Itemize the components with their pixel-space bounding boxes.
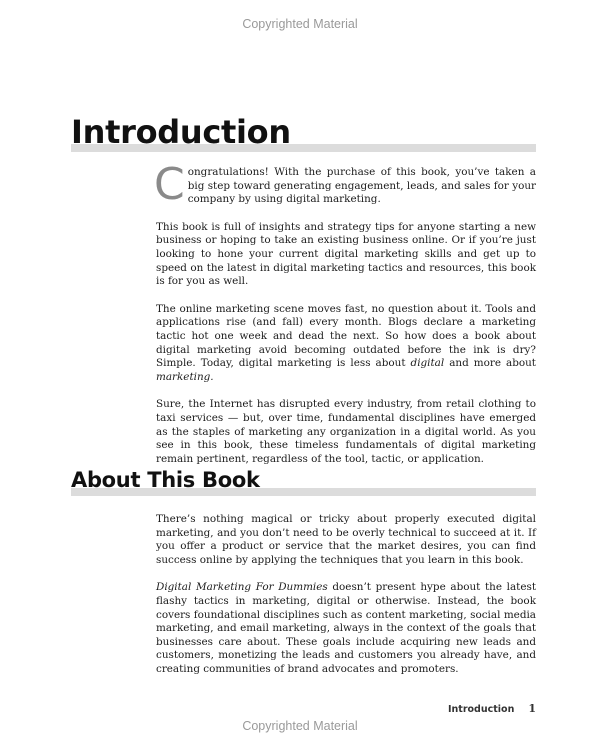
watermark-bottom: Copyrighted Material [242,719,358,733]
paragraph-insights: This book is full of insights and strategy tips for anyone starting a new business or hoping to take an existing business online. Or if you’re just looking to hone your current digital marketing skills and get up to speed on the latest in digital marketing tactics and resources, this book is for you as well. [156,220,536,288]
chapter-heading [71,112,536,154]
section-title: About This Book [71,468,260,492]
paragraph-nothing-magical: There’s nothing magical or tricky about properly executed digital marketing, and you don’t need to be overly technical to succeed at it. If you offer a product or service that the market desires, you can find success online by applying the techniques that you learn in this book. [156,513,536,566]
emphasis-digital: digital [410,357,445,370]
paragraph-text: doesn’t present hype about the latest flashy tactics in marketing, digital or otherwise. Instead, the book covers foundational disciplines such as content marketing, social media marketing, and email marketing, always in the context of the goals that businesses care about. These goals include acquiring new leads and customers, monetizing the leads and customers you already have, and creating communities of brand advocates and promoters. [156,581,536,675]
paragraph-book-scope [156,581,536,676]
introduction-body [154,159,536,480]
paragraph-congratulations [154,159,536,210]
book-title: Digital Marketing For Dummies [156,581,328,594]
about-body [156,513,536,691]
page-number: 1 [528,702,536,715]
page-footer [448,702,536,715]
paragraph-online-scene [156,303,536,385]
paragraph-text: ongratulations! With the purchase of this book, you’ve taken a big step toward generating engagement, leads, and sales for your company by using digital marketing. [187,166,536,206]
watermark-top: Copyrighted Material [242,17,358,31]
paragraph-internet-disrupted: Sure, the Internet has disrupted every industry, from retail clothing to taxi services — but, over time, fundamental disciplines have emerged as the staples of marketing any organization in a digital world. As you see in this book, these timeless fundamentals of digital marketing remain pertinent, regardless of the tool, tactic, or application. [156,398,536,465]
drop-cap: C [154,159,185,210]
footer-section-name: Introduction [448,704,515,715]
paragraph-text: The online marketing scene moves fast, no question about it. Tools and applications rise (and fall) every month. Blogs declare a marketing tactic hot one week and dead the next. So how does a book about digital marketing avoid becoming outdated before the ink is dry? Simple. Today, digital marketing is less about [156,302,536,370]
paragraph-text: and more about [444,357,536,370]
section-heading [71,466,536,498]
chapter-title: Introduction [71,113,291,151]
emphasis-marketing: marketing. [156,370,214,383]
